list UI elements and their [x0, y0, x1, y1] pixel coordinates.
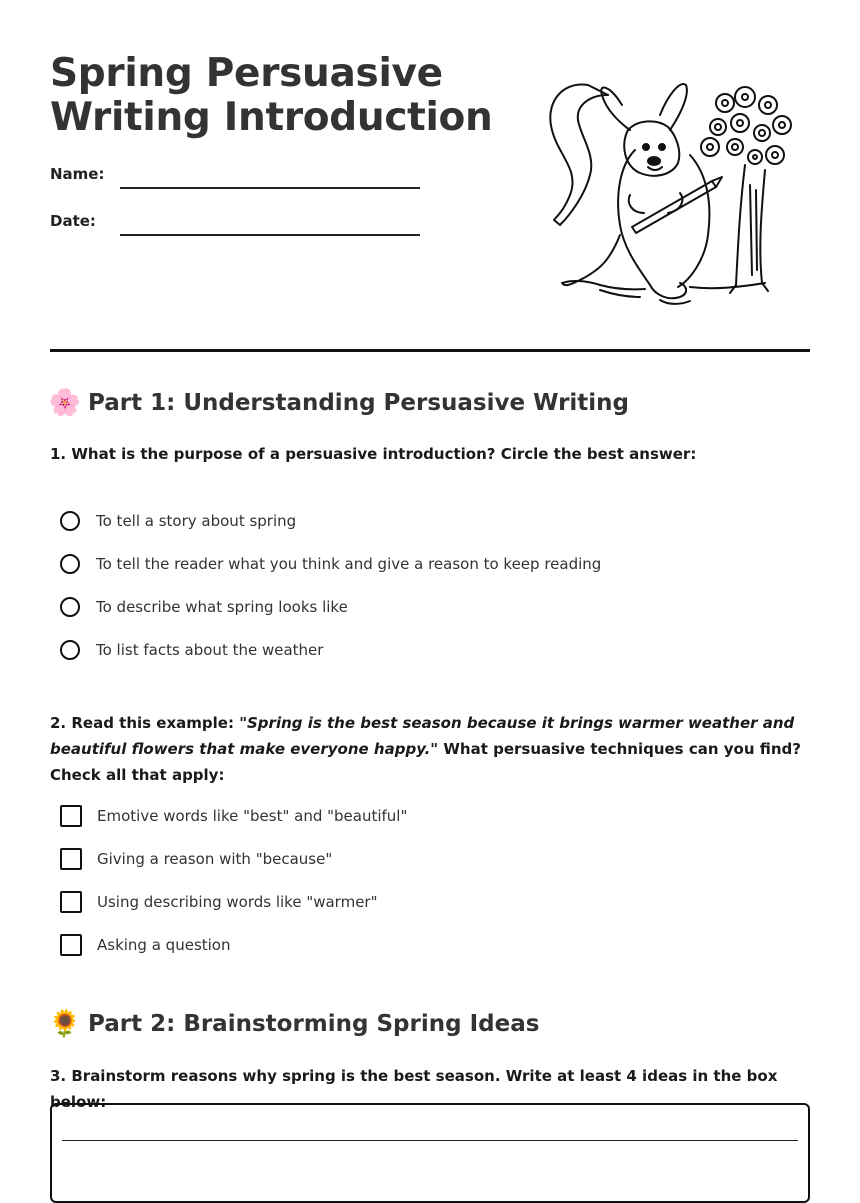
checkbox-icon[interactable]	[60, 891, 82, 913]
checkbox-icon[interactable]	[60, 848, 82, 870]
q2-option-4[interactable]	[60, 934, 231, 956]
q1-option-1[interactable]	[60, 511, 296, 531]
question-3: 3. Brainstorm reasons why spring is the best season. Write at least 4 ideas in the box below:	[50, 1067, 778, 1111]
q1-option-4[interactable]	[60, 640, 323, 660]
checkbox-icon[interactable]	[60, 934, 82, 956]
writing-line	[62, 1140, 798, 1141]
part2-title: Part 2: Brainstorming Spring Ideas	[88, 1011, 540, 1037]
brainstorm-answer-box[interactable]	[50, 1103, 810, 1203]
option-label: Giving a reason with "because"	[97, 850, 333, 868]
option-label: Emotive words like "best" and "beautiful"	[97, 807, 408, 825]
q2-option-2[interactable]	[60, 848, 332, 870]
cherry-blossom-icon: 🌸	[48, 388, 82, 418]
q2-option-3[interactable]	[60, 891, 378, 913]
worksheet-title: Spring Persuasive Writing Introduction	[50, 51, 493, 140]
date-label: Date:	[50, 212, 96, 230]
q2-example-quote: "Spring is the best season because it brings warmer weather and beautiful flowers that make everyone happy."	[50, 714, 795, 758]
sunflower-icon: 🌻	[48, 1009, 82, 1039]
option-label: To tell the reader what you think and give a reason to keep reading	[96, 555, 602, 573]
part2-heading	[50, 1009, 539, 1039]
checkbox-icon[interactable]	[60, 805, 82, 827]
section-divider	[50, 349, 810, 352]
date-field[interactable]	[120, 234, 420, 236]
kangaroo-illustration-icon	[540, 75, 800, 315]
radio-circle-icon[interactable]	[60, 511, 80, 531]
q1-option-3[interactable]	[60, 597, 348, 617]
part1-heading	[50, 388, 629, 418]
question-1: 1. What is the purpose of a persuasive introduction? Circle the best answer:	[50, 445, 697, 463]
q2-option-1[interactable]	[60, 805, 407, 827]
question-2	[50, 710, 810, 788]
q2-suffix: What persuasive techniques can you find? Check all that apply:	[50, 740, 801, 784]
name-field[interactable]	[120, 187, 420, 189]
radio-circle-icon[interactable]	[60, 597, 80, 617]
radio-circle-icon[interactable]	[60, 554, 80, 574]
option-label: To describe what spring looks like	[96, 598, 348, 616]
option-label: To tell a story about spring	[96, 512, 297, 530]
radio-circle-icon[interactable]	[60, 640, 80, 660]
name-label: Name:	[50, 165, 105, 183]
part1-title: Part 1: Understanding Persuasive Writing	[88, 390, 630, 416]
q1-option-2[interactable]	[60, 554, 601, 574]
option-label: Using describing words like "warmer"	[97, 893, 378, 911]
option-label: Asking a question	[97, 936, 231, 954]
option-label: To list facts about the weather	[96, 641, 324, 659]
q2-prefix: 2. Read this example:	[50, 714, 240, 732]
